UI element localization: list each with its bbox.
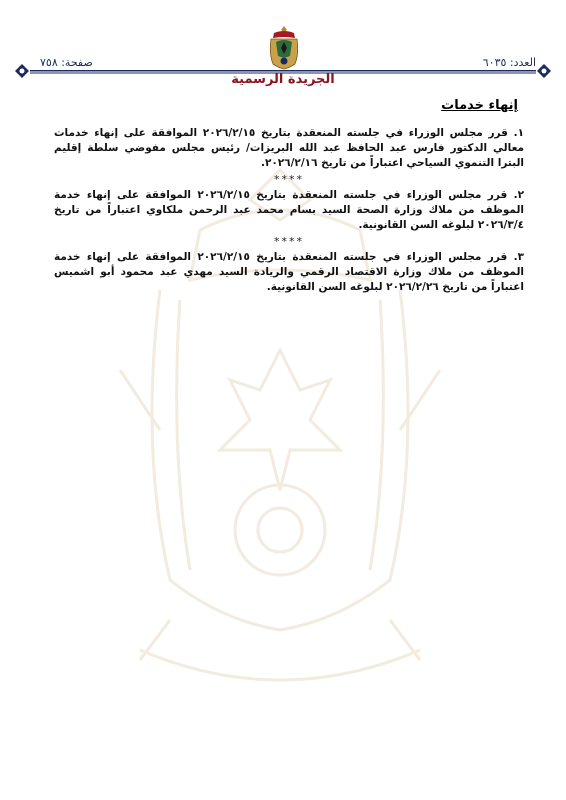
separator: **** [274, 235, 304, 248]
issue-number: العدد: ٦٠٣٥ [482, 56, 536, 69]
section-title: إنهاء خدمات [441, 98, 518, 113]
decision-item: ٣. قرر مجلس الوزراء في جلسته المنعقدة بتاريخ ٢٠٢٦/٢/١٥ الموافقة على إنهاء خدمة الموظف من ملاك وزارة الاقتصاد الرقمي والريادة السيد مهدي عبد محمود أبو اشميس اعتباراً من تاريخ ٢٠٢٦/٢/٢٦ لبلوغه السن القانونية. [54, 251, 524, 293]
page-header [0, 0, 566, 110]
separator: **** [274, 173, 304, 186]
jordan-coat-of-arms-icon [264, 24, 304, 72]
gazette-title: الجريدة الرسمية [231, 72, 335, 87]
decision-item: ٢. قرر مجلس الوزراء في جلسته المنعقدة بتاريخ ٢٠٢٦/٢/١٥ الموافقة على إنهاء خدمة الموظف من ملاك وزارة الصحة السيد بسام محمد عبد الرحمن ملكاوي اعتباراً من تاريخ ٢٠٢٦/٣/٤ لبلوغه السن القانونية. [54, 189, 524, 231]
decision-item: ١. قرر مجلس الوزراء في جلسته المنعقدة بتاريخ ٢٠٢٦/٢/١٥ الموافقة على إنهاء خدمات معالي الدكتور فارس عبد الحافظ عبد الله البريزات/ رئيس مجلس مفوضي سلطة إقليم البترا التنموي السياحي اعتباراً من تاريخ ٢٠٢٦/٢/١٦. [54, 127, 525, 169]
decisions-list [54, 126, 524, 295]
page-number: صفحة: ٧٥٨ [40, 56, 93, 69]
